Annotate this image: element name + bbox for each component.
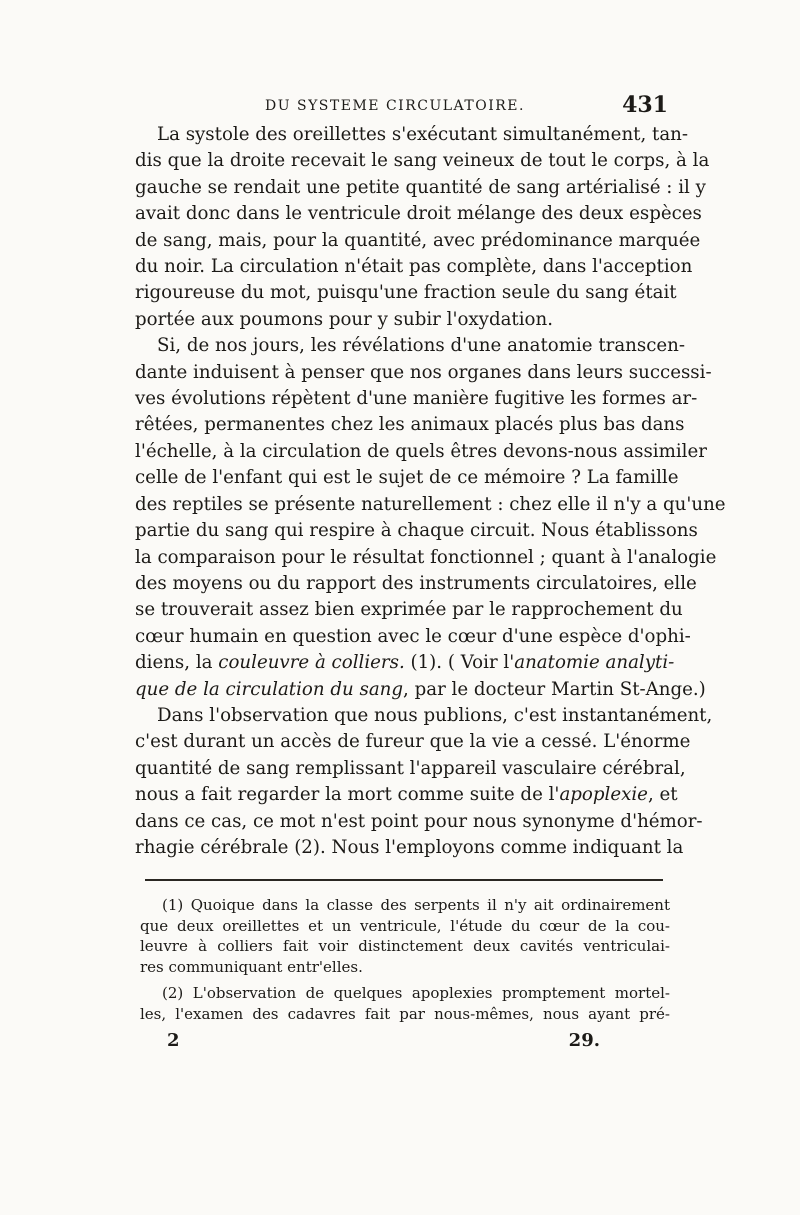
signature-mark: 29. (568, 1030, 600, 1052)
footnote-line: (1) Quoique dans la classe des serpents il n'y ait ordinairement (162, 896, 670, 915)
footnote-line: que deux oreillettes et un ventricule, l'étude du cœur de la cou- (140, 916, 670, 935)
text-line: dis que la droite recevait le sang veineux de tout le corps, à la (135, 150, 710, 172)
text-line: se trouverait assez bien exprimée par le rapprochement du (135, 599, 683, 621)
text-line: celle de l'enfant qui est le sujet de ce mémoire ? La famille (135, 467, 679, 489)
text-line: de sang, mais, pour la quantité, avec prédominance marquée (135, 229, 701, 251)
footnote-line: (2) L'observation de quelques apoplexies promptement mortel- (162, 984, 670, 1003)
footnote-ref: (1). ( Voir l' (404, 652, 515, 674)
page-number: 431 (622, 92, 668, 118)
text-line: dans ce cas, ce mot n'est point pour nous synonyme d'hémor- (135, 810, 703, 832)
text-line: dante induisent à penser que nos organes dans leurs successi- (135, 361, 712, 383)
text-fragment: diens, la (135, 652, 219, 674)
text-line: ves évolutions répètent d'une manière fugitive les formes ar- (135, 388, 698, 410)
text-line: du noir. La circulation n'était pas complète, dans l'acception (135, 256, 693, 278)
text-line: cœur humain en question avec le cœur d'une espèce d'ophi- (135, 625, 691, 647)
main-text (135, 122, 726, 861)
book-page (135, 92, 726, 1054)
text-line: rhagie cérébrale (2). Nous l'employons comme indiquant la (135, 836, 684, 858)
text-line (135, 677, 706, 703)
italic-term: couleuvre à colliers. (218, 652, 405, 674)
text-fragment: , par le docteur Martin St-Ange.) (403, 678, 706, 700)
text-line: gauche se rendait une petite quantité de sang artérialisé : il y (135, 176, 706, 198)
italic-title: que de la circulation du sang (135, 678, 404, 700)
text-line: Si, de nos jours, les révélations d'une anatomie transcen- (157, 335, 686, 357)
text-line: la comparaison pour le résultat fonctionnel ; quant à l'analogie (135, 546, 717, 568)
text-line: La systole des oreillettes s'exécutant simultanément, tan- (157, 124, 689, 145)
text-line: rigoureuse du mot, puisqu'une fraction seule du sang était (135, 282, 677, 304)
text-line: Dans l'observation que nous publions, c'est instantanément, (157, 704, 713, 726)
text-line: l'échelle, à la circulation de quels êtres devons-nous assimiler (135, 440, 707, 462)
text-fragment: nous a fait regarder la mort comme suite de l' (135, 784, 560, 806)
text-line: portée aux poumons pour y subir l'oxydation. (135, 308, 554, 330)
page-footer (135, 1030, 670, 1054)
text-line: rêtées, permanentes chez les animaux placés plus bas dans (135, 414, 685, 436)
footnote-divider (145, 879, 663, 881)
text-line: quantité de sang remplissant l'appareil vasculaire cérébral, (135, 757, 686, 779)
footnote-line: leuvre à colliers fait voir distinctement deux cavités ventriculai- (140, 937, 670, 956)
italic-term: apoplexie (559, 784, 648, 806)
footnote-line: res communiquant entr'elles. (140, 957, 363, 976)
page-header (135, 92, 670, 122)
text-line: des reptiles se présente naturellement : chez elle il n'y a qu'une (135, 493, 726, 515)
text-line (135, 650, 675, 676)
text-line: c'est durant un accès de fureur que la vie a cessé. L'énorme (135, 731, 691, 753)
footnotes (140, 895, 670, 1024)
text-line: des moyens ou du rapport des instruments circulatoires, elle (135, 572, 697, 594)
text-line: partie du sang qui respire à chaque circuit. Nous établissons (135, 520, 698, 542)
italic-title: anatomie analyti- (514, 652, 675, 674)
text-line (135, 782, 678, 808)
text-line: avait donc dans le ventricule droit mélange des deux espèces (135, 203, 702, 225)
signature-mark: 2 (167, 1030, 180, 1052)
text-fragment: , et (647, 784, 678, 806)
running-title: DU SYSTEME CIRCULATOIRE. (265, 98, 525, 114)
footnote-line: les, l'examen des cadavres fait par nous-mêmes, nous ayant pré- (140, 1004, 670, 1023)
